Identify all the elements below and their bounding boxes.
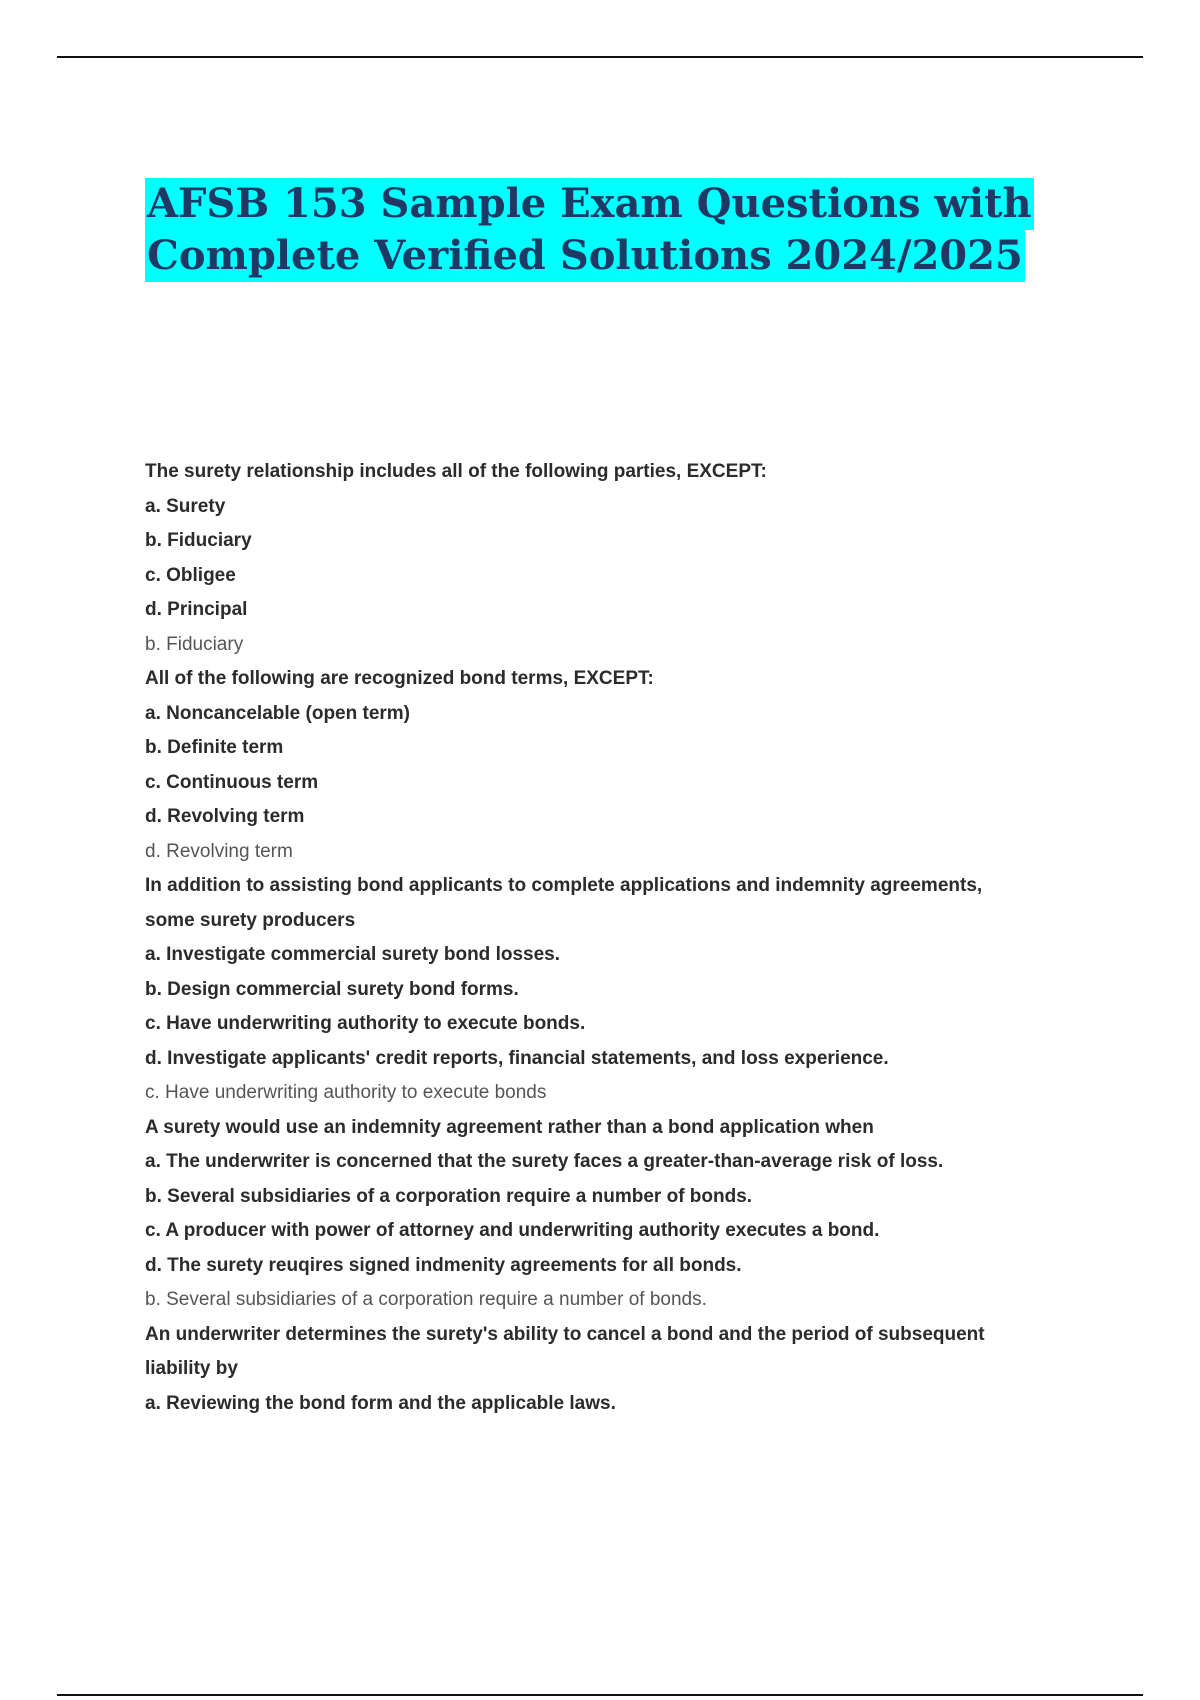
question-text: liability by [145,1358,238,1379]
answer-option: d. Revolving term [145,806,305,827]
document-title [145,178,1125,282]
answer-option: d. Investigate applicants' credit reports, financial statements, and loss experience. [145,1047,889,1069]
answer-text: b. Fiduciary [145,633,244,655]
title-line-2: Complete Verified Solutions 2024/2025 [145,230,1025,282]
answer-text: b. Several subsidiaries of a corporation require a number of bonds. [145,1289,707,1310]
answer-option: c. Have underwriting authority to execute bonds. [145,1013,586,1034]
answer-option: a. Surety [145,495,226,517]
question-text: All of the following are recognized bond terms, EXCEPT: [145,668,654,689]
answer-option: d. Principal [145,599,248,620]
answer-option: a. The underwriter is concerned that the surety faces a greater-than-average risk of loss. [145,1151,944,1172]
question-text: An underwriter determines the surety's ability to cancel a bond and the period of subsequent [145,1323,985,1345]
answer-option: b. Fiduciary [145,530,252,551]
answer-text: d. Revolving term [145,840,293,862]
question-list [145,455,1065,1421]
question-text: In addition to assisting bond applicants to complete applications and indemnity agreements, [145,875,983,896]
bottom-rule [57,1694,1143,1696]
answer-text: c. Have underwriting authority to execute bonds [145,1082,547,1103]
answer-option: b. Design commercial surety bond forms. [145,978,519,1000]
answer-option: d. The surety reuqires signed indmenity agreements for all bonds. [145,1254,742,1276]
question-text: A surety would use an indemnity agreement rather than a bond application when [145,1116,874,1138]
answer-option: c. A producer with power of attorney and underwriting authority executes a bond. [145,1220,880,1241]
question-text: The surety relationship includes all of the following parties, EXCEPT: [145,461,767,482]
answer-option: c. Continuous term [145,771,319,793]
answer-option: a. Investigate commercial surety bond losses. [145,944,560,965]
answer-option: a. Reviewing the bond form and the applicable laws. [145,1392,616,1414]
top-rule [57,56,1143,58]
question-text: some surety producers [145,909,356,931]
title-line-1: AFSB 153 Sample Exam Questions with [145,178,1034,230]
answer-option: b. Definite term [145,737,284,758]
answer-option: b. Several subsidiaries of a corporation require a number of bonds. [145,1185,753,1207]
answer-option: c. Obligee [145,564,236,586]
answer-option: a. Noncancelable (open term) [145,702,411,724]
